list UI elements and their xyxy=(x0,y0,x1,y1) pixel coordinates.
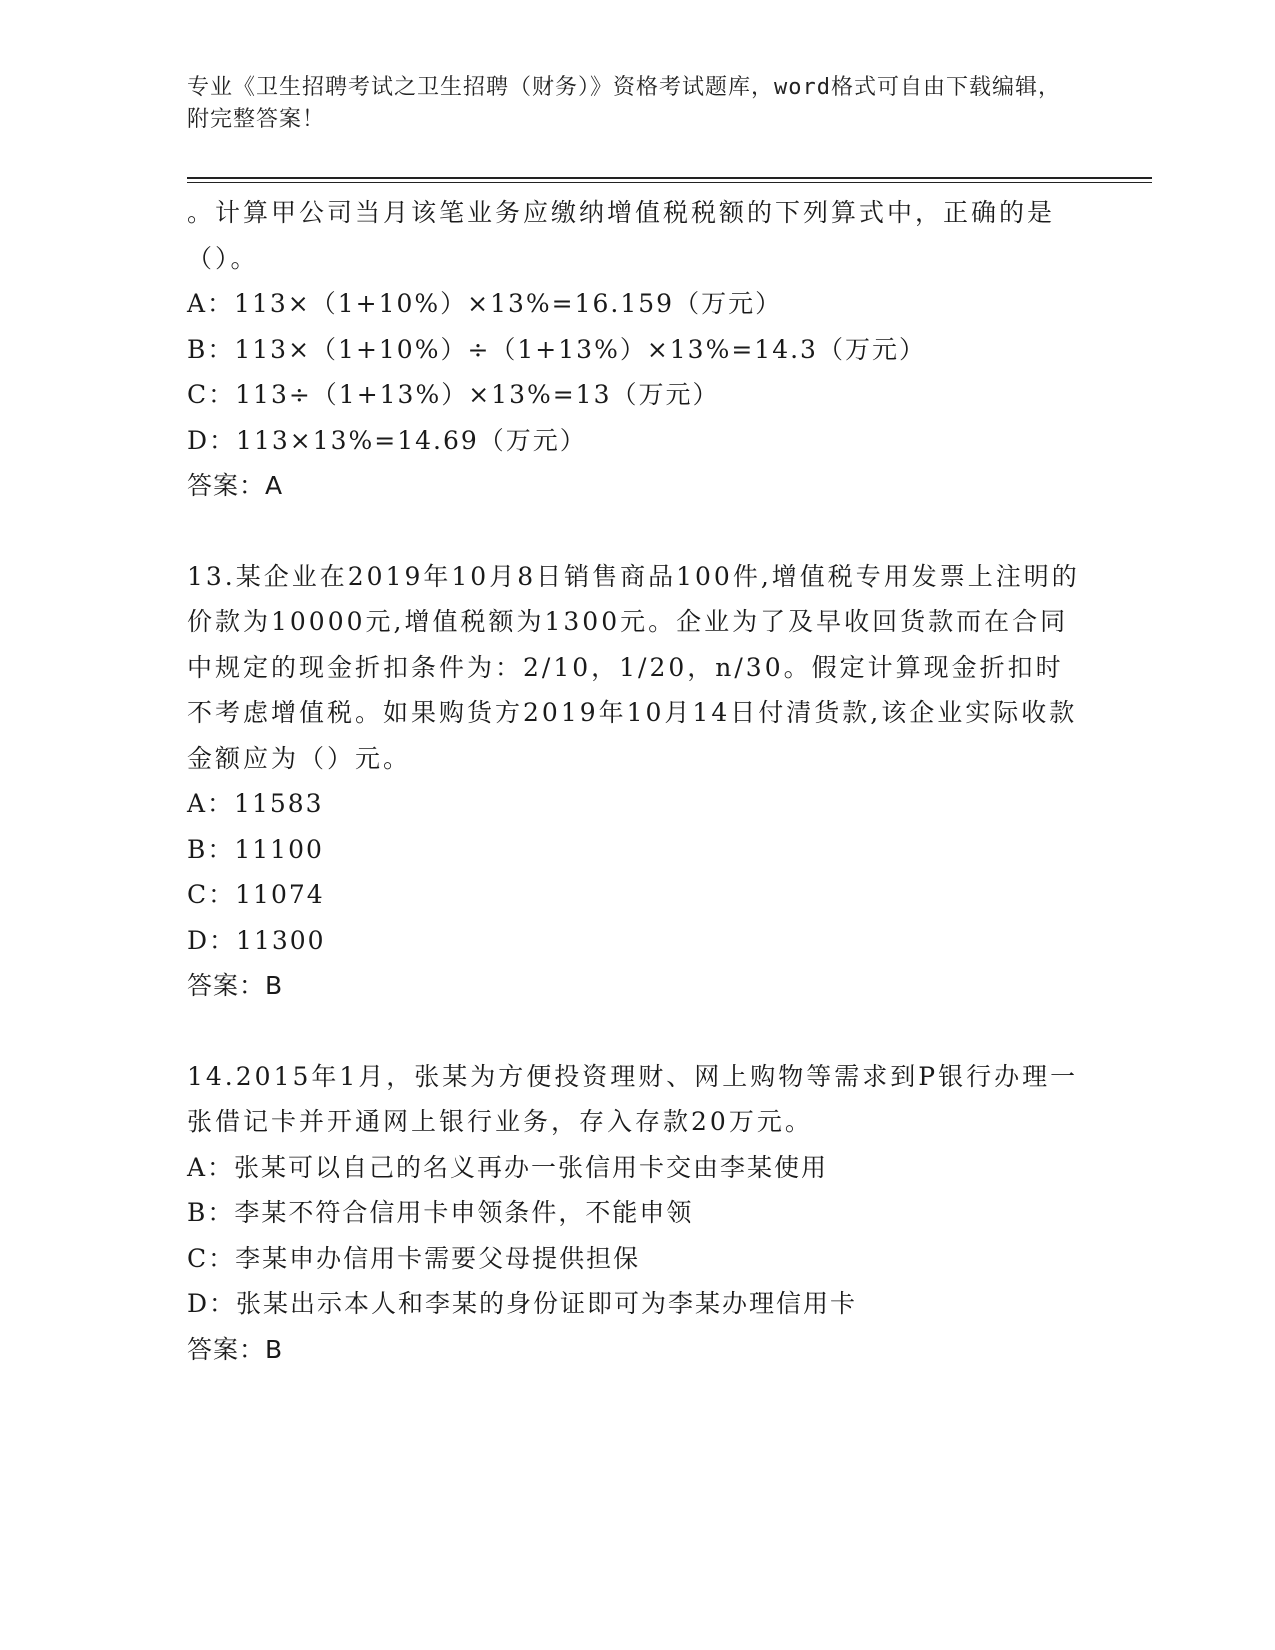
document-header: 专业《卫生招聘考试之卫生招聘（财务）》资格考试题库，word格式可自由下载编辑，附完整答案！ xyxy=(187,75,1061,132)
question-list xyxy=(187,190,1087,1372)
option-c: C：李某申办信用卡需要父母提供担保 xyxy=(187,1243,641,1273)
option-d: D：张某出示本人和李某的身份证即可为李某办理信用卡 xyxy=(187,1289,858,1318)
option-d: D：113×13%=14.69（万元） xyxy=(187,425,587,455)
option-b: B：11100 xyxy=(187,834,324,864)
option-c: C：11074 xyxy=(187,880,325,909)
question-stem: 。计算甲公司当月该笔业务应缴纳增值税税额的下列算式中，正确的是（）。 xyxy=(187,198,1056,273)
header-divider-thin xyxy=(187,182,1152,183)
option-b: B：李某不符合信用卡申领条件，不能申领 xyxy=(187,1198,694,1227)
option-c: C：113÷（1+13%）×13%=13（万元） xyxy=(187,380,720,409)
question-12 xyxy=(187,190,1087,509)
question-stem: 14.2015年1月，张某为方便投资理财、网上购物等需求到P银行办理一张借记卡并开通网上银行业务，存入存款20万元。 xyxy=(187,1061,1079,1136)
option-a: A：113×（1+10%）×13%=16.159（万元） xyxy=(187,289,783,318)
option-a: A：张某可以自己的名义再办一张信用卡交由李某使用 xyxy=(187,1152,829,1182)
header-divider-thick xyxy=(187,177,1152,179)
option-b: B：113×（1+10%）÷（1+13%）×13%=14.3（万元） xyxy=(187,334,926,364)
answer-label: 答案：B xyxy=(187,971,284,1000)
option-d: D：11300 xyxy=(187,925,326,955)
question-13 xyxy=(187,554,1087,1009)
question-14 xyxy=(187,1054,1087,1373)
spacer xyxy=(187,1009,1087,1054)
answer-label: 答案：B xyxy=(187,1334,284,1364)
spacer xyxy=(187,509,1087,554)
option-a: A：11583 xyxy=(187,789,324,818)
answer-label: 答案：A xyxy=(187,471,284,500)
question-stem: 13.某企业在2019年10月8日销售商品100件,增值税专用发票上注明的价款为10000元,增值税额为1300元。企业为了及早收回货款而在合同中规定的现金折扣条件为：2/10，1/20，n/30。假定计算现金折扣时不考虑增值税。如果购货方2019年10月14日付清货款,该企业实际收款金额应为（）元。 xyxy=(187,561,1080,773)
